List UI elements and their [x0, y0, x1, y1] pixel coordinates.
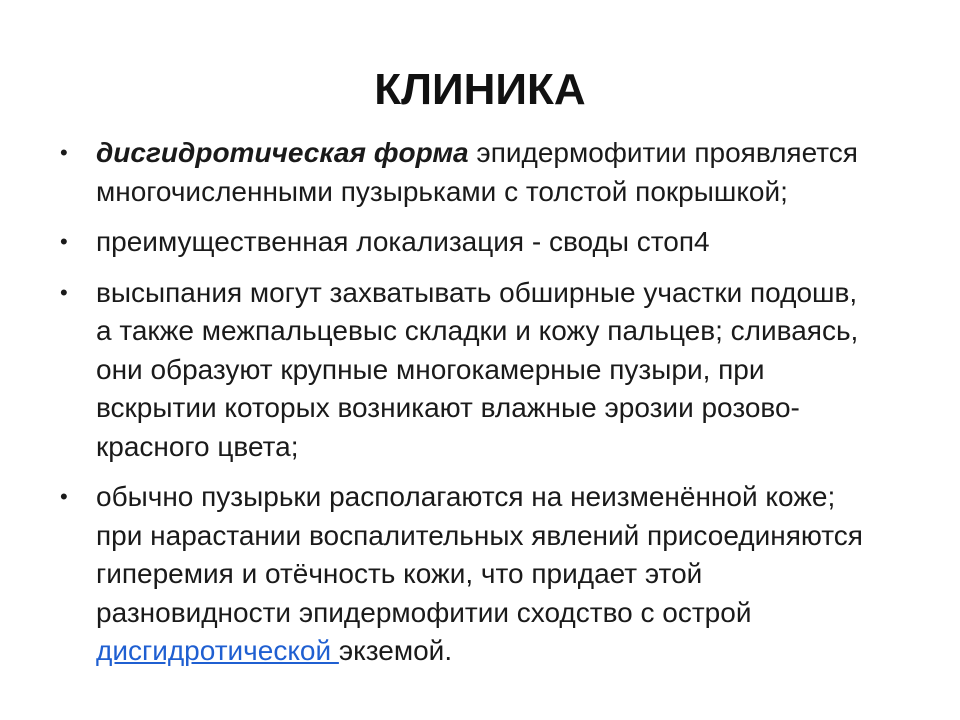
bullet-item-2 — [60, 223, 870, 262]
bullet-item-3 — [60, 274, 870, 467]
bullet-text-end: . — [444, 635, 453, 666]
bullet-text: преимущественная локализация - своды стоп4 — [96, 226, 710, 257]
bullet-marker: • — [60, 140, 68, 165]
bullet-marker: • — [60, 229, 68, 254]
bullet-item-4 — [60, 478, 870, 671]
bullet-item-1 — [60, 134, 870, 211]
bullet-marker: • — [60, 484, 68, 509]
bullet-marker: • — [60, 279, 68, 305]
bullet-text: обычно пузырьки располагаются на неизменённой коже; при нарастании воспалительных явлений присоединяются гиперемия и отёчность кожи, что придает этой разновидности эпидермофитии сходство с острой — [96, 481, 863, 628]
bullet-text: эпидермофитии проявляется многочисленными пузырьками с толстой покрышкой; — [96, 137, 858, 207]
bullet-text: высыпания могут захватывать обширные участки подошв, а также межпальцевыс складки и кожу пальцев; сливаясь, они образуют крупные многокамерные пузыри, при вскрытии которых возникают влажные эрозии розово-красного цвета; — [96, 276, 859, 462]
bullet-list — [60, 134, 870, 683]
dyshidrotic-link[interactable]: дисгидротической — [96, 635, 339, 666]
bullet-text-after-link: экземой — [338, 635, 445, 666]
emphasis-text: дисгидротическая форма — [96, 137, 469, 168]
slide-title: КЛИНИКА — [374, 65, 586, 114]
